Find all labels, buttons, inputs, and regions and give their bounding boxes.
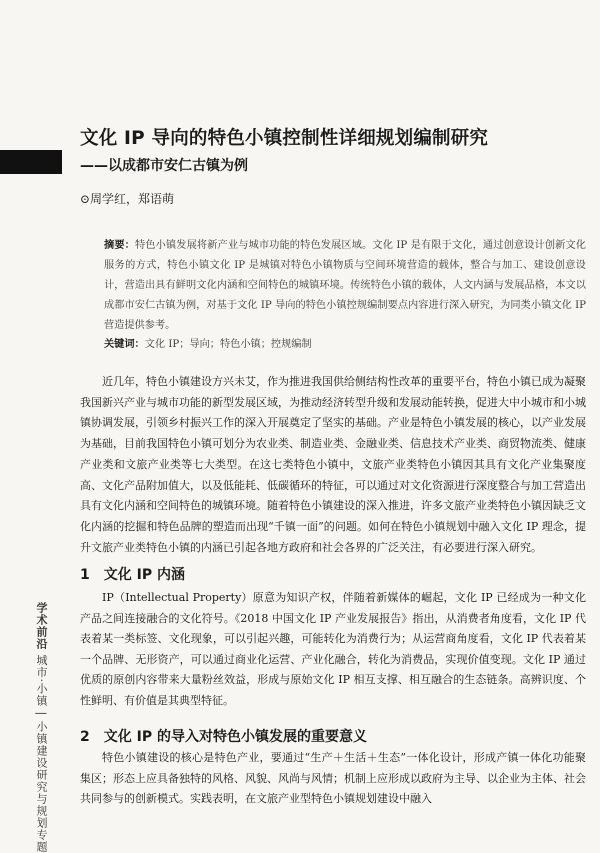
section-2-paragraph: 特色小镇建设的核心是特色产业，要通过“生产＋生活＋生态”一体化设计，形成产镇一体化功能聚集区；形态上应具备独特的风格、风貌、风尚与风情；机制上应形成以政府为主导、以企业为主体、社会共同参与的创新模式。实践表明，在文旅产业型特色小镇规划建设中融入 — [80, 751, 586, 805]
section-2-heading: 2 文化 IP 的导入对特色小镇发展的重要意义 — [80, 729, 367, 745]
keywords — [104, 335, 584, 350]
sidebar-column-label — [33, 602, 49, 853]
article-authors: ⊙周学红，郑语萌 — [80, 192, 175, 206]
sidebar-col1: 学术前沿 — [35, 602, 48, 650]
keywords-label: 关键词： — [104, 338, 145, 350]
abstract-text: 特色小镇发展将新产业与城市功能的特色发展区域。文化 IP 是有限于文化，通过创意设计创新文化服务的方式，特色小镇文化 IP 是城镇对特色小镇物质与空间环境营造的载体，整合与加工、建设创意设计，营造出具有鲜明文化内涵和空间特色的城镇环境。传统特色小镇的载体，人文内涵与发展品格，本文以成都市安仁古镇为例，对基于文化 IP 导向的特色小镇控规编制要点内容进行深入研究，为同类小镇文化 IP 营造提供参考。 — [104, 240, 586, 331]
side-black-mark — [0, 150, 62, 174]
article-title: 文化 IP 导向的特色小镇控制性详细规划编制研究 — [80, 128, 489, 149]
abstract — [104, 235, 586, 336]
intro-paragraph: 近几年，特色小镇建设方兴未艾，作为推进我国供给侧结构性改革的重要平台，特色小镇已成为凝聚我国新兴产业与城市功能的新型发展区域，为推动经济转型升级和发展动能转换，促进大中小城市和小城镇协调发展，引领乡村振兴工作的深入开展奠定了坚实的基础。产业是特色小镇发展的核心，以产业发展为基础，目前我国特色小镇可划分为农业类、制造业类、金融业类、信息技术产业类、商贸物流类、健康产业类和文旅产业类等七大类型。在这七类特色小镇中，文旅产业类特色小镇因其具有文化产业集聚度高、文化产品附加值大，以及低能耗、低碳循环的特征，可以通过对文化资源进行深度整合与加工营造出具有文化内涵和空间特色的城镇环境。随着特色小镇建设的深入推进，许多文旅产业类特色小镇因缺乏文化内涵的挖掘和特色品牌的塑造而出现“千镇一面”的问题。如何在特色小镇规划中融入文化 IP 理念，提升文旅产业类特色小镇的内涵已引起各地方政府和社会各界的广泛关注，有必要进行深入研究。 — [80, 375, 586, 554]
section-1-paragraph: IP（Intellectual Property）原意为知识产权，伴随着新媒体的崛起，文化 IP 已经成为一种文化产品之间连接融合的文化符号。《2018 中国文化 IP 产业发展报告》指出，从消费者角度看，文化 IP 代表着某一类标签、文化现象，可以引起兴趣，可能转化为消费行为；从运营商角度看，文化 IP 代表着某一个品牌、无形资产，可以通过商业化运营、产业化融合，转化为消费品，实现价值变现。文化 IP 通过优质的原创内容带来大量粉丝效益，形成与原始文化 IP 相互支撑、相互融合的生态链条。高辨识度、个性鲜明、有价值是其典型特征。 — [80, 591, 586, 707]
article-subtitle: ——以成都市安仁古镇为例 — [80, 158, 248, 174]
abstract-label: 摘要： — [104, 239, 135, 251]
keywords-text: 文化 IP；导向；特色小镇；控规编制 — [144, 339, 312, 350]
section-1-heading: 1 文化 IP 内涵 — [80, 567, 185, 583]
sidebar-col2: 城市·小镇 | 小镇建设研究与规划专题 — [35, 654, 48, 853]
